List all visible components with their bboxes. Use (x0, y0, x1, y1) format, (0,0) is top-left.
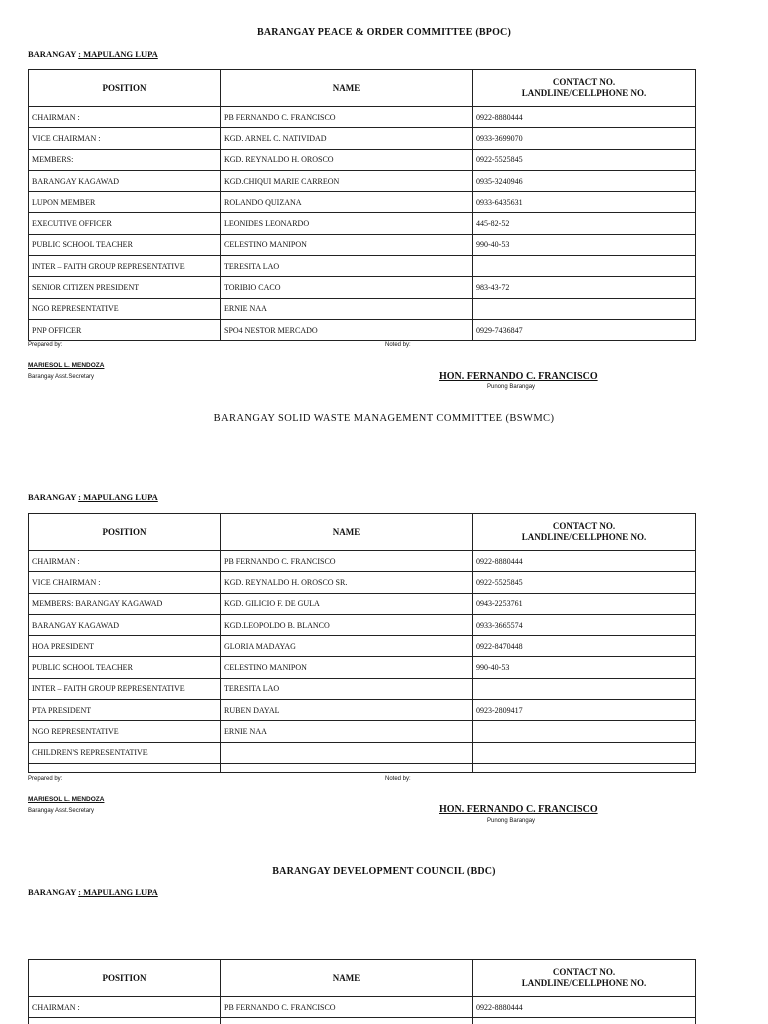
name-cell: ERNIE NAA (221, 721, 473, 742)
name-cell: TORIBIO CACO (221, 277, 473, 298)
name-cell: TERESITA LAO (221, 678, 473, 699)
table-row (29, 298, 696, 319)
contact-cell: 0935-3240946 (473, 170, 696, 191)
name-cell: CELESTINO MANIPON (221, 234, 473, 255)
name-cell: PB FERNANDO C. FRANCISCO (221, 551, 473, 572)
contact-cell: 0929-7436847 (473, 319, 696, 340)
name-cell: KGD. REYNALDO H. OROSCO SR. (221, 572, 473, 593)
table-row (29, 700, 696, 721)
contact-cell: 0923-2809417 (473, 700, 696, 721)
contact-cell: 0933-6435631 (473, 192, 696, 213)
position-cell: MEMBERS: BARANGAY KAGAWAD (29, 593, 221, 614)
position-cell: CHAIRMAN : (29, 551, 221, 572)
position-header: POSITION (29, 960, 221, 997)
noted-by-label: Noted by: (385, 776, 411, 782)
committee-title-bdc: BARANGAY DEVELOPMENT COUNCIL (BDC) (272, 866, 496, 877)
name-cell: SPO4 NESTOR MERCADO (221, 319, 473, 340)
preparer-title: Barangay Asst.Secretary (28, 808, 95, 814)
position-cell: INTER – FAITH GROUP REPRESENTATIVE (29, 678, 221, 699)
name-cell (221, 742, 473, 763)
contact-cell: 0933-3665574 (473, 614, 696, 635)
contact-header (473, 514, 696, 551)
contact-cell (473, 763, 696, 772)
position-cell: BARANGAY KAGAWAD (29, 614, 221, 635)
barangay-value: : MAPULANG LUPA (78, 887, 158, 897)
approver-title: Punong Barangay (487, 818, 536, 824)
table-row (29, 192, 696, 213)
position-cell: LUPON MEMBER (29, 192, 221, 213)
prepared-by-label: Prepared by: (28, 776, 63, 782)
position-cell: VICE CHAIRMAN : (29, 128, 221, 149)
table-row (29, 149, 696, 170)
committee-title-bpoc: BARANGAY PEACE & ORDER COMMITTEE (BPOC) (256, 27, 511, 38)
table-row (29, 256, 696, 277)
position-header: POSITION (29, 514, 221, 551)
table-row (29, 657, 696, 678)
barangay-line (28, 49, 158, 59)
table-row (29, 1018, 696, 1024)
table-row (29, 997, 696, 1018)
contact-cell: 0943-2253761 (473, 593, 696, 614)
name-cell (221, 763, 473, 772)
table-row (29, 742, 696, 763)
name-cell: PB FERNANDO C. FRANCISCO (221, 107, 473, 128)
contact-cell (473, 678, 696, 699)
barangay-value: : MAPULANG LUPA (78, 492, 158, 502)
name-cell: KGD.LEOPOLDO B. BLANCO (221, 614, 473, 635)
contact-cell: 990-40-53 (473, 657, 696, 678)
committee-table-bswmc (28, 513, 696, 773)
name-cell: RUBEN DAYAL (221, 700, 473, 721)
table-row (29, 763, 696, 772)
position-cell: EXECUTIVE OFFICER (29, 213, 221, 234)
name-cell (221, 1018, 473, 1024)
table-row (29, 572, 696, 593)
position-cell: BARANGAY KAGAWAD (29, 170, 221, 191)
name-cell: TERESITA LAO (221, 256, 473, 277)
contact-cell: 0922-5525845 (473, 149, 696, 170)
contact-header (473, 960, 696, 997)
contact-cell: 445-82-52 (473, 213, 696, 234)
table-row (29, 128, 696, 149)
table-row (29, 678, 696, 699)
position-cell (29, 763, 221, 772)
approver-name: HON. FERNANDO C. FRANCISCO (439, 804, 598, 815)
table-header-row (29, 514, 696, 551)
name-header: NAME (221, 514, 473, 551)
position-cell: CHILDREN'S REPRESENTATIVE (29, 742, 221, 763)
table-header-row (29, 70, 696, 107)
prepared-by-label: Prepared by: (28, 342, 63, 348)
preparer-name: MARIESOL L. MENDOZA (28, 796, 105, 803)
name-cell: GLORIA MADAYAG (221, 636, 473, 657)
contact-header-line2: LANDLINE/CELLPHONE NO. (521, 978, 647, 988)
name-cell: KGD. ARNEL C. NATIVIDAD (221, 128, 473, 149)
contact-header-line1: CONTACT NO. (552, 77, 616, 87)
table-row (29, 636, 696, 657)
barangay-line (28, 887, 158, 897)
position-cell: PNP OFFICER (29, 319, 221, 340)
table-row (29, 107, 696, 128)
position-cell: SENIOR CITIZEN PRESIDENT (29, 277, 221, 298)
position-cell: MEMBERS: (29, 149, 221, 170)
contact-cell: 0922-8880444 (473, 107, 696, 128)
committee-title-bswmc: BARANGAY SOLID WASTE MANAGEMENT COMMITTEE (BSWMC) (213, 413, 555, 424)
name-cell: LEONIDES LEONARDO (221, 213, 473, 234)
contact-cell (473, 742, 696, 763)
position-cell (29, 1018, 221, 1024)
position-cell: PTA PRESIDENT (29, 700, 221, 721)
table-row (29, 593, 696, 614)
committee-table-bdc (28, 959, 696, 1024)
contact-cell: 0922-8880444 (473, 997, 696, 1018)
committee-table-bpoc (28, 69, 696, 341)
table-row (29, 234, 696, 255)
approver-name: HON. FERNANDO C. FRANCISCO (439, 371, 598, 382)
contact-header-line1: CONTACT NO. (552, 521, 616, 531)
position-cell: VICE CHAIRMAN : (29, 572, 221, 593)
name-cell: ROLANDO QUIZANA (221, 192, 473, 213)
contact-cell: 983-43-72 (473, 277, 696, 298)
preparer-name: MARIESOL L. MENDOZA (28, 362, 105, 369)
barangay-label: BARANGAY (28, 49, 77, 59)
contact-cell: 0922-5525845 (473, 572, 696, 593)
barangay-label: BARANGAY (28, 492, 77, 502)
position-cell: HOA PRESIDENT (29, 636, 221, 657)
name-cell: CELESTINO MANIPON (221, 657, 473, 678)
noted-by-label: Noted by: (385, 342, 411, 348)
name-cell: KGD.CHIQUI MARIE CARREON (221, 170, 473, 191)
contact-cell: 0933-3699070 (473, 128, 696, 149)
contact-header (473, 70, 696, 107)
position-header: POSITION (29, 70, 221, 107)
table-row (29, 213, 696, 234)
name-cell: KGD. GILICIO F. DE GULA (221, 593, 473, 614)
position-cell: PUBLIC SCHOOL TEACHER (29, 657, 221, 678)
contact-cell (473, 721, 696, 742)
contact-header-line1: CONTACT NO. (552, 967, 616, 977)
position-cell: PUBLIC SCHOOL TEACHER (29, 234, 221, 255)
contact-header-line2: LANDLINE/CELLPHONE NO. (521, 532, 647, 542)
barangay-line (28, 492, 158, 502)
contact-cell (473, 256, 696, 277)
barangay-value: : MAPULANG LUPA (78, 49, 158, 59)
preparer-title: Barangay Asst.Secretary (28, 374, 95, 380)
name-header: NAME (221, 960, 473, 997)
name-cell: ERNIE NAA (221, 298, 473, 319)
table-row (29, 721, 696, 742)
barangay-label: BARANGAY (28, 887, 77, 897)
position-cell: CHAIRMAN : (29, 107, 221, 128)
position-cell: INTER – FAITH GROUP REPRESENTATIVE (29, 256, 221, 277)
contact-cell (473, 1018, 696, 1024)
contact-cell (473, 298, 696, 319)
table-row (29, 277, 696, 298)
position-cell: NGO REPRESENTATIVE (29, 721, 221, 742)
table-row (29, 614, 696, 635)
name-cell: PB FERNANDO C. FRANCISCO (221, 997, 473, 1018)
position-cell: NGO REPRESENTATIVE (29, 298, 221, 319)
contact-cell: 0922-8880444 (473, 551, 696, 572)
contact-cell: 0922-8470448 (473, 636, 696, 657)
position-cell: CHAIRMAN : (29, 997, 221, 1018)
name-header: NAME (221, 70, 473, 107)
table-row (29, 551, 696, 572)
contact-header-line2: LANDLINE/CELLPHONE NO. (521, 88, 647, 98)
table-row (29, 170, 696, 191)
name-cell: KGD. REYNALDO H. OROSCO (221, 149, 473, 170)
table-header-row (29, 960, 696, 997)
table-row (29, 319, 696, 340)
approver-title: Punong Barangay (487, 384, 536, 390)
contact-cell: 990-40-53 (473, 234, 696, 255)
